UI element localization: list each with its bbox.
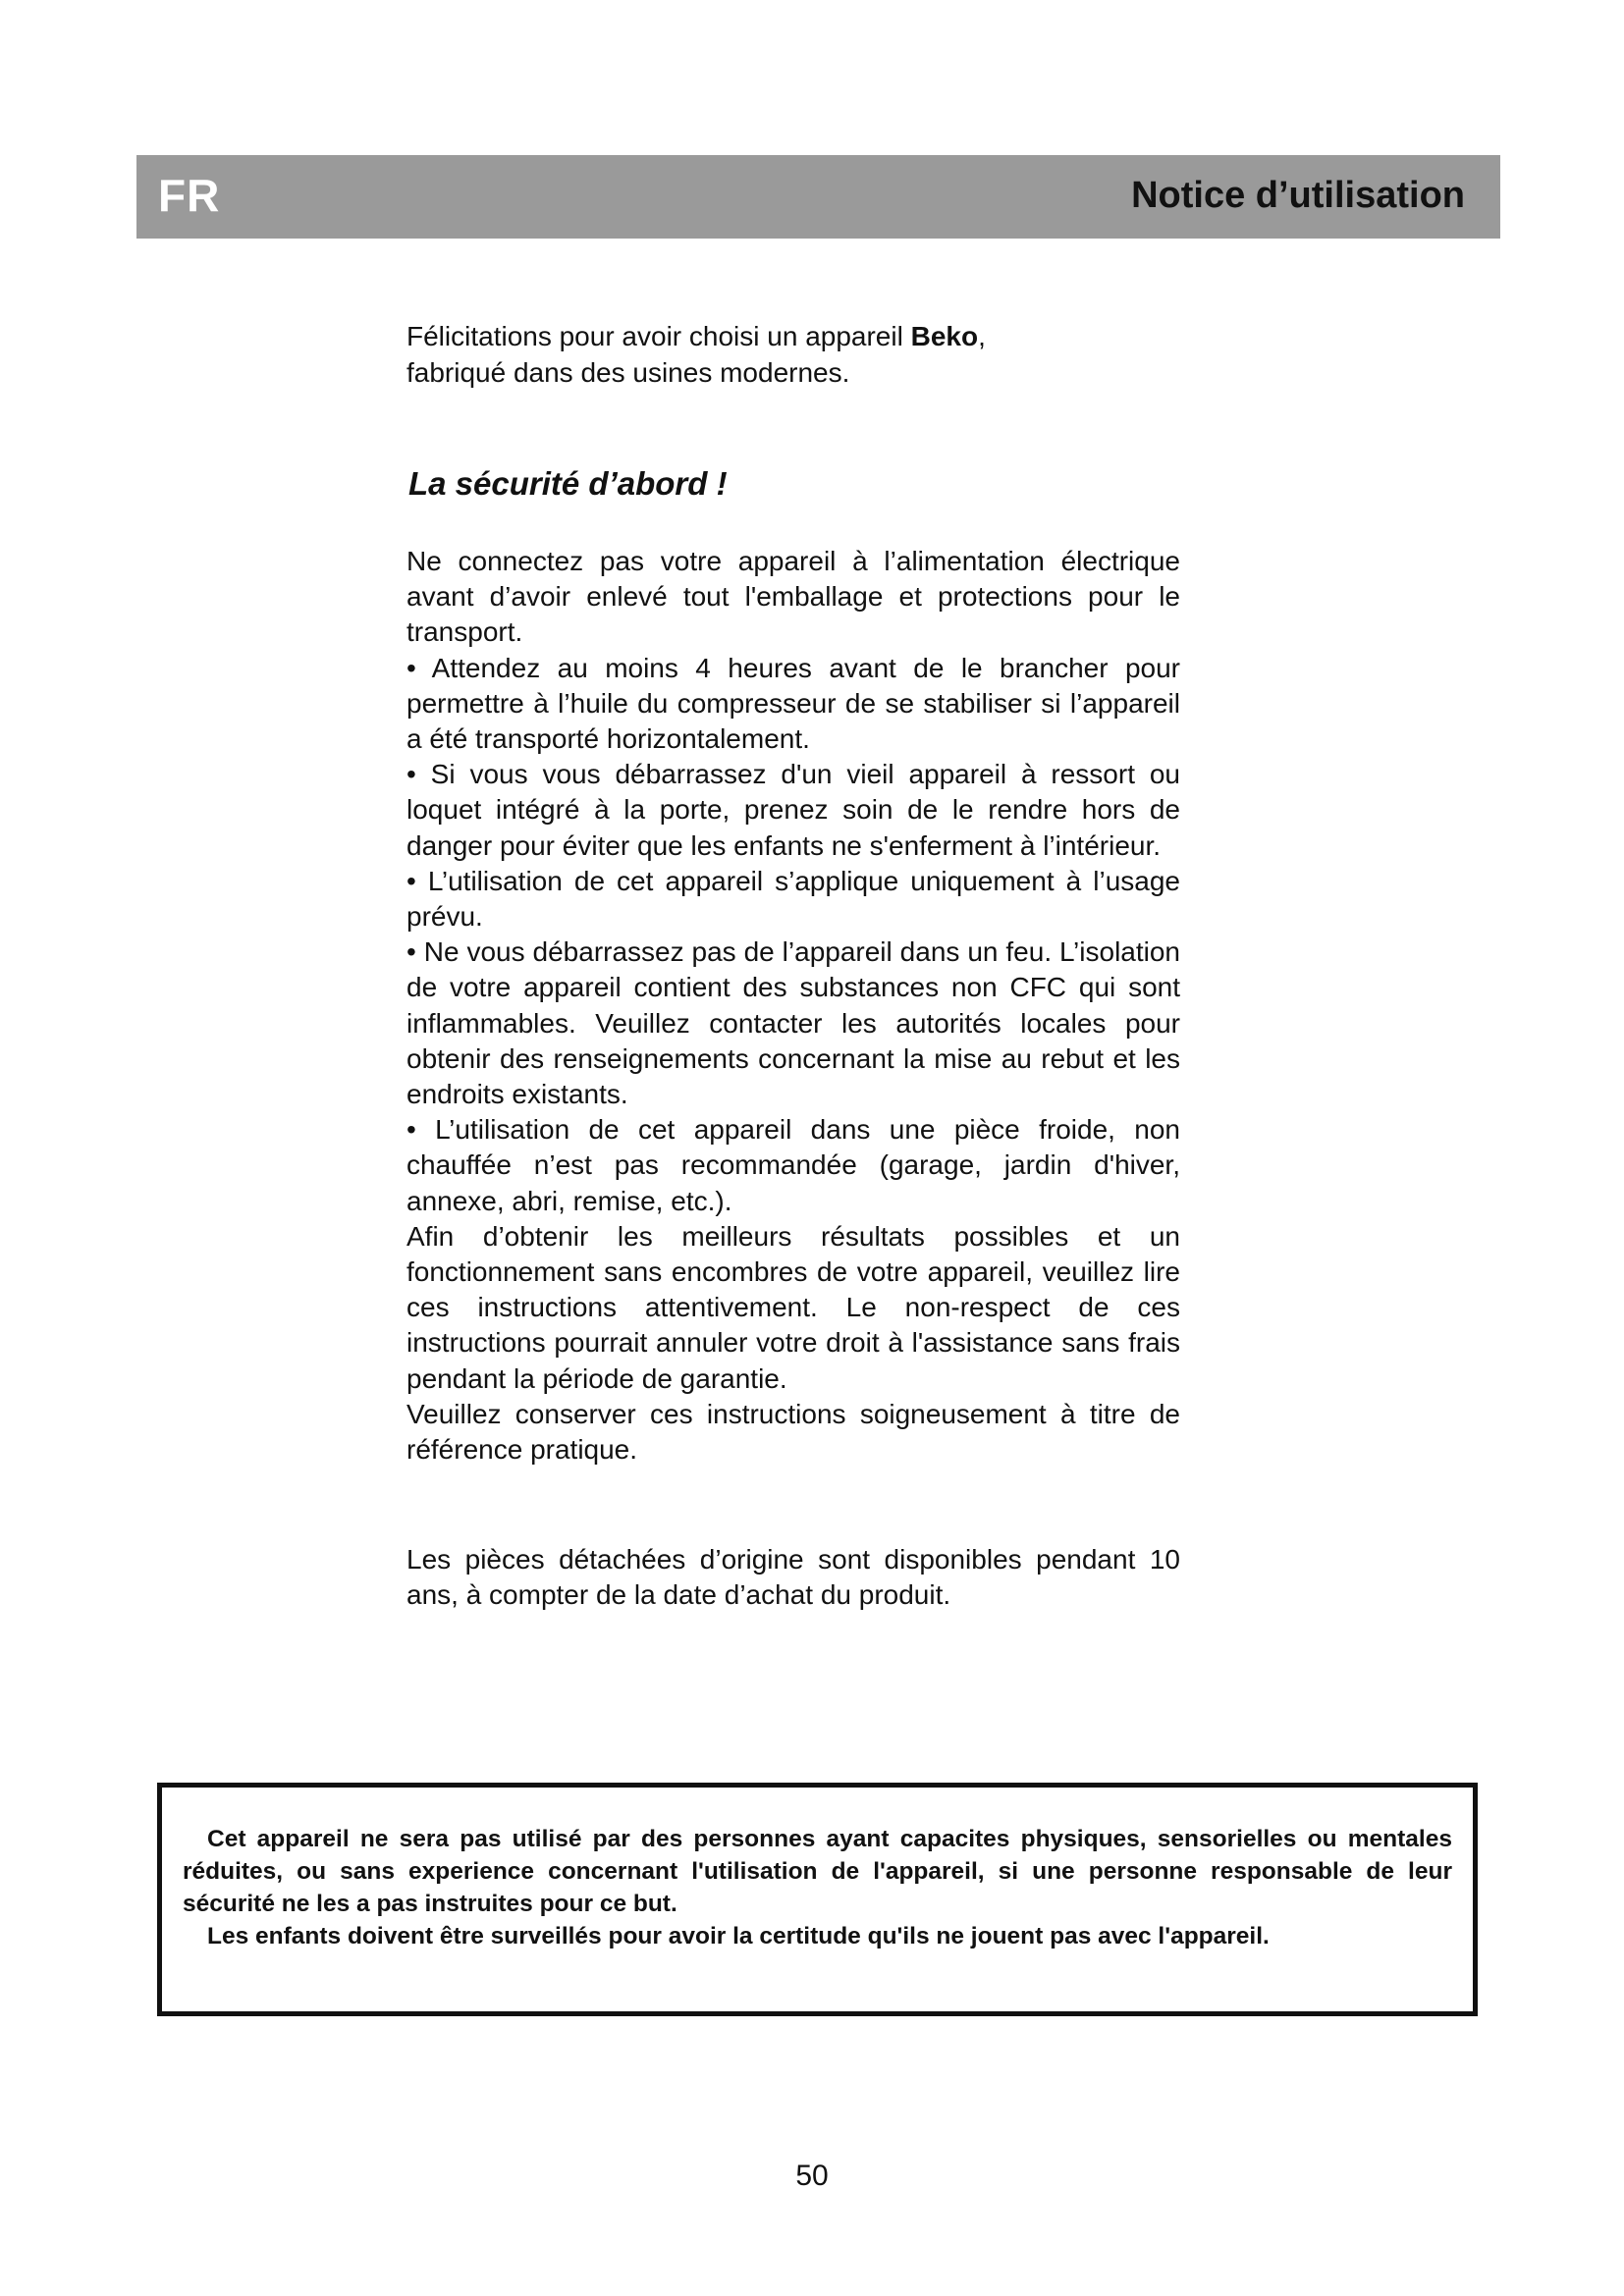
intro-text: Félicitations pour avoir choisi un appareil	[406, 321, 911, 351]
safety-paragraph: Ne connectez pas votre appareil à l’alimentation électrique avant d’avoir enlevé tout l'emballage et protections pour le transport.	[406, 546, 1180, 648]
safety-paragraph: • L’utilisation de cet appareil dans une pièce froide, non chauffée n’est pas recommandée (garage, jardin d'hiver, annexe, abri, remise, etc.).	[406, 1114, 1180, 1216]
safety-paragraph: Afin d’obtenir les meilleurs résultats possibles et un fonctionnement sans encombres de votre appareil, veuillez lire ces instructions attentivement. Le non-respect de ces instructions pourrait annuler votre droit à l'assistance sans frais pendant la période de garantie.	[406, 1220, 1180, 1394]
warning-box	[157, 1783, 1478, 2016]
spare-parts-note: Les pièces détachées d’origine sont disponibles pendant 10 ans, à compter de la date d’achat du produit.	[406, 1544, 1180, 1611]
safety-paragraph: Veuillez conserver ces instructions soigneusement à titre de référence pratique.	[406, 1398, 1180, 1466]
intro-comma: ,	[978, 321, 986, 351]
header-bar	[136, 155, 1500, 239]
intro-paragraph	[406, 318, 1182, 391]
intro-line-2: fabriqué dans des usines modernes.	[406, 357, 850, 388]
safety-paragraph: • Ne vous débarrassez pas de l’appareil dans un feu. L’isolation de votre appareil contient des substances non CFC qui sont inflammables. Veuillez contacter les autorités locales pour obtenir des renseignements concernant la mise au rebut et les endroits existants.	[406, 936, 1180, 1110]
warning-paragraph: Les enfants doivent être surveillés pour avoir la certitude qu'ils ne jouent pas avec l'appareil.	[207, 1923, 1270, 1949]
safety-paragraph: • Attendez au moins 4 heures avant de le brancher pour permettre à l’huile du compresseur de se stabiliser si l’appareil a été transporté horizontalement.	[406, 652, 1180, 755]
safety-paragraph: • L’utilisation de cet appareil s’applique uniquement à l’usage prévu.	[406, 865, 1180, 933]
language-code: FR	[158, 170, 221, 221]
section-heading: La sécurité d’abord !	[408, 465, 728, 502]
safety-paragraph: • Si vous vous débarrassez d'un vieil appareil à ressort ou loquet intégré à la porte, prenez soin de le rendre hors de danger pour éviter que les enfants ne s'enferment à l’intérieur.	[406, 759, 1180, 861]
document-title: Notice d’utilisation	[1131, 175, 1465, 216]
brand-name: Beko	[910, 321, 979, 351]
safety-instructions	[406, 544, 1180, 1468]
page-number: 50	[795, 2160, 829, 2192]
warning-paragraph: Cet appareil ne sera pas utilisé par des personnes ayant capacites physiques, sensorielles ou mentales réduites, ou sans experience concernant l'utilisation de l'appareil, si une personne responsable de leur sécurité ne les a pas instruites pour ce but.	[183, 1826, 1452, 1917]
